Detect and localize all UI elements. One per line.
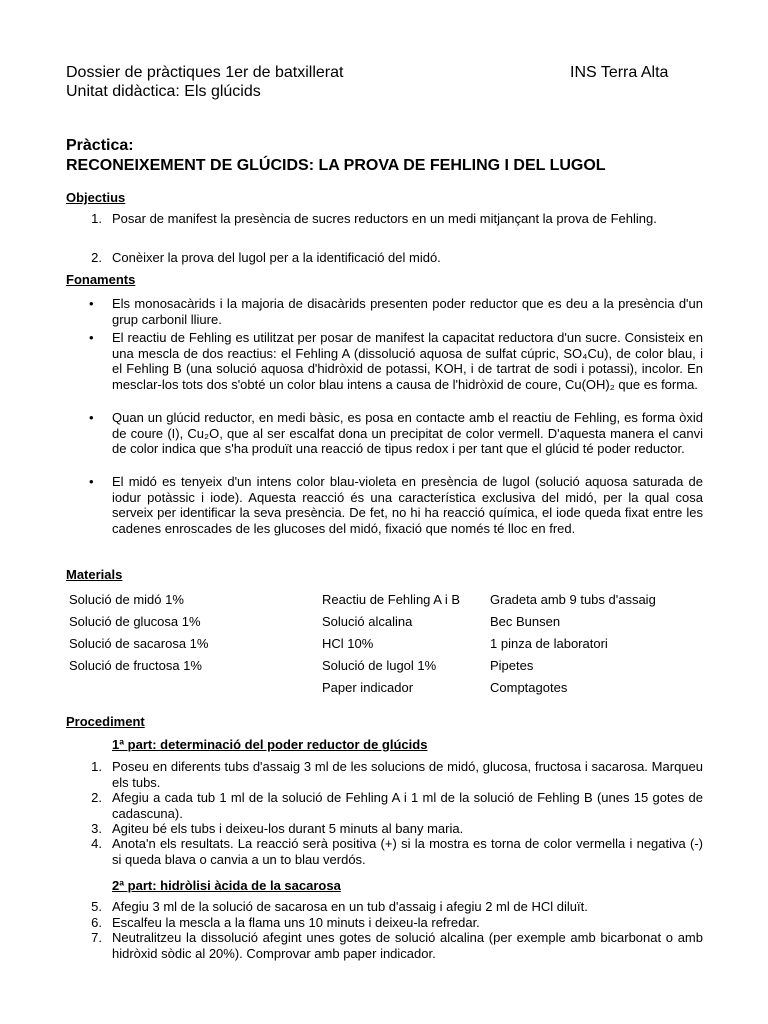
material-item: Solució de fructosa 1% — [69, 658, 202, 673]
objectiu-number: 2. — [91, 250, 102, 265]
fonament-text: Els monosacàrids i la majoria de disacàrids presenten poder reductor que es deu a la presència d'un grup carbonil lliure. — [112, 296, 703, 327]
bullet-icon: • — [89, 474, 94, 489]
objectiu-text: Posar de manifest la presència de sucres reductors en un medi mitjançant la prova de Fehling. — [112, 211, 657, 226]
fonament-text: El reactiu de Fehling es utilitzat per posar de manifest la capacitat reductora d'un sucre. Consisteix en una mescla de dos reactius: el Fehling A (dissolució aquosa de sulfat cúpric, SO₄Cu), de color blau, i el Fehling B (una solució aquosa d'hidròxid de potassi, KOH, i de tartrat de sodi i potassi), incolor. En mesclar-los tots dos s'obté un color blau intens a causa de l'hidròxid de coure, Cu(OH)₂ que es forma. — [112, 330, 703, 392]
header-unit: Unitat didàctica: Els glúcids — [66, 83, 261, 100]
step-number: 2. — [91, 790, 102, 805]
fonament-text: Quan un glúcid reductor, en medi bàsic, es posa en contacte amb el reactiu de Fehling, es forma òxid de coure (I), Cu₂O, que al ser escalfat dona un precipitat de color vermell. D'aquesta manera el canvi de color indica que s'ha produït una reacció de tipus redox i per tant que el glúcid té poder reductor. — [112, 410, 703, 457]
step-number: 5. — [91, 899, 102, 914]
step-number: 3. — [91, 821, 102, 836]
material-item: Solució de lugol 1% — [322, 658, 437, 673]
material-item: Reactiu de Fehling A i B — [322, 592, 461, 607]
material-item: Solució de glucosa 1% — [69, 614, 201, 629]
part1-heading: 1ª part: determinació del poder reductor de glúcids — [112, 737, 428, 752]
bullet-icon: • — [89, 410, 94, 425]
objectius-heading: Objectius — [66, 190, 126, 205]
header-school: INS Terra Alta — [570, 64, 669, 81]
material-item: Solució de midó 1% — [69, 592, 184, 607]
procediment-heading: Procediment — [66, 714, 145, 729]
part2-heading: 2ª part: hidròlisi àcida de la sacarosa — [112, 878, 341, 893]
material-item: Paper indicador — [322, 680, 414, 695]
material-item: Comptagotes — [490, 680, 568, 695]
material-item: Bec Bunsen — [490, 614, 561, 629]
objectiu-number: 1. — [91, 211, 102, 226]
header-course: Dossier de pràctiques 1er de batxillerat — [66, 64, 344, 81]
step-text: Neutralitzeu la dissolució afegint unes gotes de solució alcalina (per exemple amb bicarbonat o amb hidròxid sòdic al 20%). Comprovar amb paper indicador. — [112, 930, 703, 961]
material-item: HCl 10% — [322, 636, 374, 651]
step-text: Anota'n els resultats. La reacció serà positiva (+) si la mostra es torna de color vermella i negativa (-) si queda blava o canvia a un to blau verdós. — [112, 836, 703, 867]
practice-title: RECONEIXEMENT DE GLÚCIDS: LA PROVA DE FEHLING I DEL LUGOL — [66, 157, 606, 174]
step-number: 6. — [91, 915, 102, 930]
step-text: Afegiu 3 ml de la solució de sacarosa en un tub d'assaig i afegiu 2 ml de HCl diluït. — [112, 899, 588, 914]
fonaments-heading: Fonaments — [66, 272, 136, 287]
material-item: Solució de sacarosa 1% — [69, 636, 209, 651]
step-text: Agiteu bé els tubs i deixeu-los durant 5 minuts al bany maria. — [112, 821, 464, 836]
step-text: Afegiu a cada tub 1 ml de la solució de Fehling A i 1 ml de la solució de Fehling B (unes 15 gotes de cadascuna). — [112, 790, 703, 821]
step-text: Poseu en diferents tubs d'assaig 3 ml de les solucions de midó, glucosa, fructosa i sacarosa. Marqueu els tubs. — [112, 759, 703, 790]
objectiu-text: Conèixer la prova del lugol per a la identificació del midó. — [112, 250, 441, 265]
step-number: 7. — [91, 930, 102, 945]
step-number: 1. — [91, 759, 102, 774]
practice-label: Pràctica: — [66, 137, 134, 154]
material-item: Pipetes — [490, 658, 534, 673]
material-item: Gradeta amb 9 tubs d'assaig — [490, 592, 656, 607]
fonament-text: El midó es tenyeix d'un intens color blau-violeta en presència de lugol (solució aquosa saturada de iodur potàssic i iode). Aquesta reacció és una característica exclusiva del midó, per la qual cosa serveix per identificar la seva presència. De fet, no hi ha reacció química, el iode queda fixat entre les cadenes enroscades de les glucoses del midó, fixació que només té lloc en fred. — [112, 474, 703, 536]
step-text: Escalfeu la mescla a la flama uns 10 minuts i deixeu-la refredar. — [112, 915, 480, 930]
step-number: 4. — [91, 836, 102, 851]
material-item: Solució alcalina — [322, 614, 413, 629]
bullet-icon: • — [89, 296, 94, 311]
material-item: 1 pinza de laboratori — [490, 636, 608, 651]
materials-heading: Materials — [66, 567, 123, 582]
bullet-icon: • — [89, 330, 94, 345]
